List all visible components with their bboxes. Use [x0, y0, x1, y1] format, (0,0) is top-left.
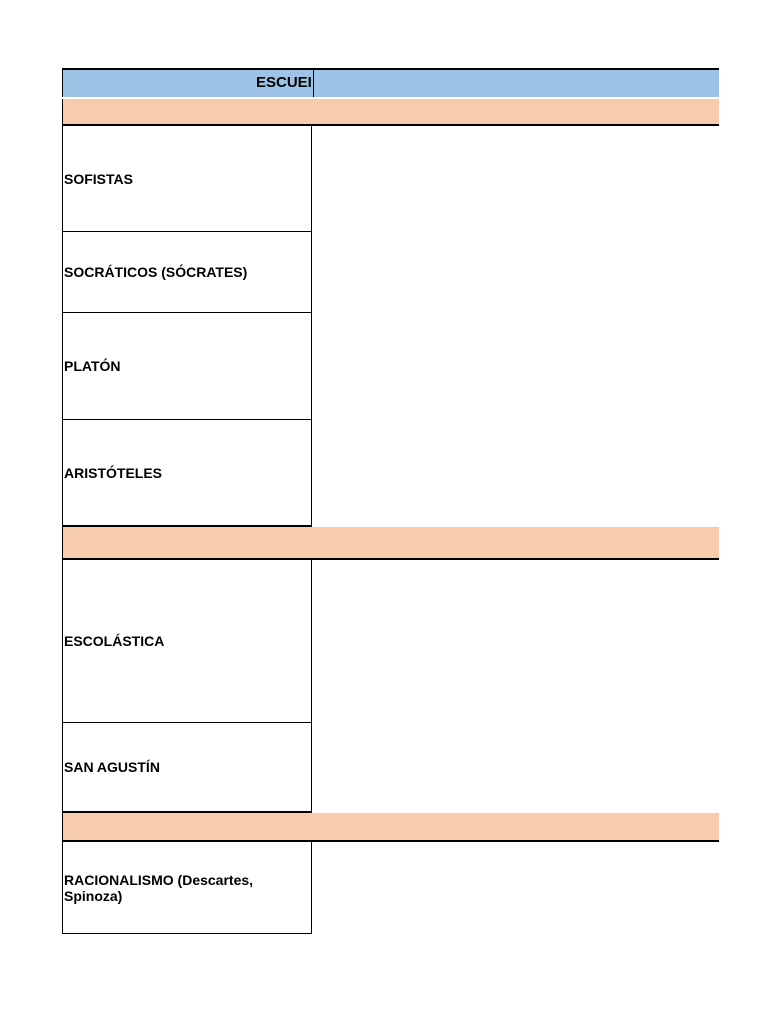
table-cell-escolastica[interactable] — [62, 560, 312, 723]
table-cell-sofistas[interactable] — [62, 126, 312, 232]
title-text: ESCUEI — [256, 74, 312, 91]
row-label: ESCOLÁSTICA — [64, 633, 165, 649]
table-cell-san-agustin[interactable] — [62, 723, 312, 813]
table-row — [62, 723, 719, 813]
table-row — [62, 313, 719, 420]
row-label: SOFISTAS — [64, 170, 133, 187]
table-row — [62, 842, 719, 934]
row-label: SOCRÁTICOS (SÓCRATES) — [64, 264, 248, 280]
row-label: ARISTÓTELES — [64, 464, 163, 481]
spreadsheet — [62, 68, 719, 934]
table-row — [62, 420, 719, 527]
table-cell-racionalismo[interactable] — [62, 842, 312, 934]
table-cell-aristoteles[interactable] — [62, 420, 312, 527]
title-cell[interactable] — [62, 70, 314, 97]
row-label: PLATÓN — [64, 358, 121, 374]
table-row — [62, 126, 719, 232]
table-cell-socraticos[interactable] — [62, 232, 312, 313]
section-band[interactable] — [62, 527, 719, 560]
section-band[interactable] — [62, 813, 719, 842]
table-row — [62, 560, 719, 723]
table-row — [62, 232, 719, 313]
row-label: RACIONALISMO (Descartes, Spinoza) — [64, 871, 254, 904]
title-row — [62, 68, 719, 99]
table-cell-platon[interactable] — [62, 313, 312, 420]
section-band[interactable] — [62, 99, 719, 126]
title-row-fill — [312, 70, 719, 97]
row-label: SAN AGUSTÍN — [64, 759, 160, 775]
